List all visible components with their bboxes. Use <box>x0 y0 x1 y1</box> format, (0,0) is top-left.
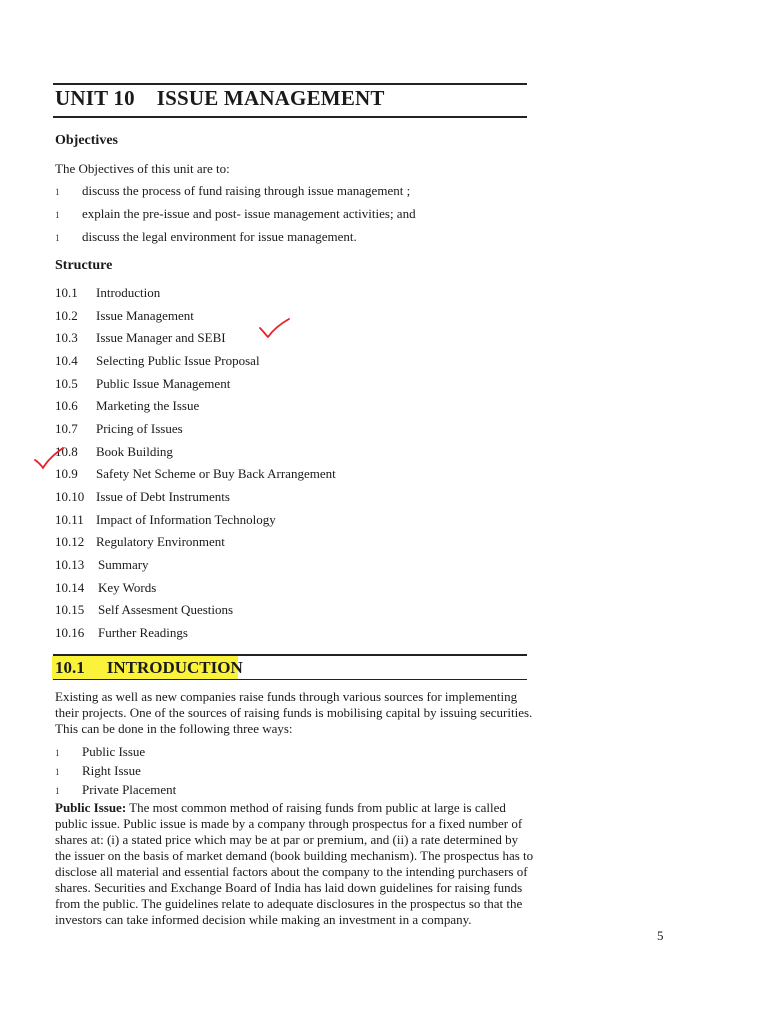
structure-item <box>55 421 183 439</box>
structure-item-label: Safety Net Scheme or Buy Back Arrangement <box>96 466 336 481</box>
structure-heading: Structure <box>55 258 113 273</box>
structure-item <box>55 557 149 575</box>
introduction-heading <box>55 658 243 678</box>
structure-item-number: 10.9 <box>55 466 78 481</box>
structure-item-number: 10.15 <box>55 602 85 617</box>
objective-item: discuss the legal environment for issue management. <box>82 229 357 244</box>
intro-bottom-rule <box>53 679 527 680</box>
structure-item-label: Introduction <box>96 285 161 300</box>
structure-item-number: 10.5 <box>55 376 78 391</box>
structure-item-number: 10.6 <box>55 398 78 413</box>
title-top-rule <box>53 83 527 85</box>
section-number: 10.1 <box>55 658 85 677</box>
intro-paragraph: Existing as well as new companies raise funds through various sources for implementing their projects. One of the sources of raising funds is mobilising capital by issuing securities. This can be done in the following three ways: <box>55 689 533 736</box>
structure-item-number: 10.2 <box>55 308 78 323</box>
bullet-marker: 1 <box>55 786 60 796</box>
structure-item <box>55 330 226 348</box>
structure-item-label: Regulatory Environment <box>96 534 225 549</box>
structure-item-label: Key Words <box>98 580 157 595</box>
structure-item <box>55 489 230 507</box>
structure-item <box>55 398 199 416</box>
structure-item <box>55 353 260 371</box>
structure-item-label: Further Readings <box>98 625 188 640</box>
structure-item-label: Issue Manager and SEBI <box>96 330 226 345</box>
structure-item-label: Pricing of Issues <box>96 421 183 436</box>
structure-item-number: 10.11 <box>55 512 84 527</box>
handwritten-checkmark-icon <box>258 318 292 340</box>
structure-item <box>55 285 160 303</box>
bullet-marker: 1 <box>55 233 60 243</box>
structure-item <box>55 512 276 530</box>
objectives-heading: Objectives <box>55 133 118 148</box>
structure-item-label: Marketing the Issue <box>96 398 200 413</box>
structure-item-number: 10.4 <box>55 353 78 368</box>
public-issue-text: The most common method of raising funds from public at large is called public issue. Public issue is made by a company through prospectus for a fixed number of shares at: (i) a stated price which may be at par or premium, and (ii) a rate determined by the issuer on the basis of market demand (book building mechanism). The prospectus has to disclose all material and essential factors about the company to the intending purchasers of shares. Securities and Exchange Board of India has laid down guidelines for raising funds from the public. The guidelines relate to adequate disclosures in the prospectus so that the investors can take informed decision while making an investment in a company. <box>55 800 534 927</box>
structure-item <box>55 376 230 394</box>
structure-item <box>55 534 225 552</box>
handwritten-checkmark-icon <box>33 447 65 471</box>
title-bottom-rule <box>53 116 527 118</box>
structure-item-number: 10.7 <box>55 421 78 436</box>
structure-item <box>55 308 194 326</box>
structure-item-number: 10.10 <box>55 489 85 504</box>
public-issue-label: Public Issue: <box>55 800 127 815</box>
structure-item-label: Issue of Debt Instruments <box>96 489 230 504</box>
unit-title <box>55 86 385 111</box>
bullet-marker: 1 <box>55 210 60 220</box>
structure-item-label: Self Assesment Questions <box>98 602 234 617</box>
structure-item-label: Issue Management <box>96 308 194 323</box>
structure-item-number: 10.12 <box>55 534 85 549</box>
objectives-intro: The Objectives of this unit are to: <box>55 161 230 176</box>
page-number: 5 <box>657 928 664 943</box>
objective-item: discuss the process of fund raising through issue management ; <box>82 183 411 198</box>
structure-item <box>55 602 233 620</box>
section-title: INTRODUCTION <box>106 658 243 677</box>
way-item: Public Issue <box>82 744 146 759</box>
way-item: Private Placement <box>82 782 177 797</box>
bullet-marker: 1 <box>55 767 60 777</box>
structure-item-number: 10.1 <box>55 285 78 300</box>
structure-item-number: 10.14 <box>55 580 85 595</box>
structure-item-number: 10.13 <box>55 557 85 572</box>
structure-item <box>55 444 173 462</box>
structure-item-number: 10.16 <box>55 625 85 640</box>
bullet-marker: 1 <box>55 187 60 197</box>
structure-item-label: Selecting Public Issue Proposal <box>96 353 260 368</box>
unit-number: UNIT 10 <box>55 86 135 110</box>
structure-item-number: 10.3 <box>55 330 78 345</box>
structure-item <box>55 466 336 484</box>
objective-item: explain the pre-issue and post- issue management activities; and <box>82 206 416 221</box>
structure-item-label: Impact of Information Technology <box>96 512 276 527</box>
structure-item-label: Summary <box>98 557 149 572</box>
structure-item <box>55 580 156 598</box>
structure-item-label: Public Issue Management <box>96 376 231 391</box>
bullet-marker: 1 <box>55 748 60 758</box>
structure-item-number: 10.8 <box>55 444 78 459</box>
unit-name: ISSUE MANAGEMENT <box>156 86 385 110</box>
structure-item-label: Book Building <box>96 444 173 459</box>
way-item: Right Issue <box>82 763 141 778</box>
public-issue-paragraph <box>55 800 535 928</box>
structure-item <box>55 625 188 643</box>
